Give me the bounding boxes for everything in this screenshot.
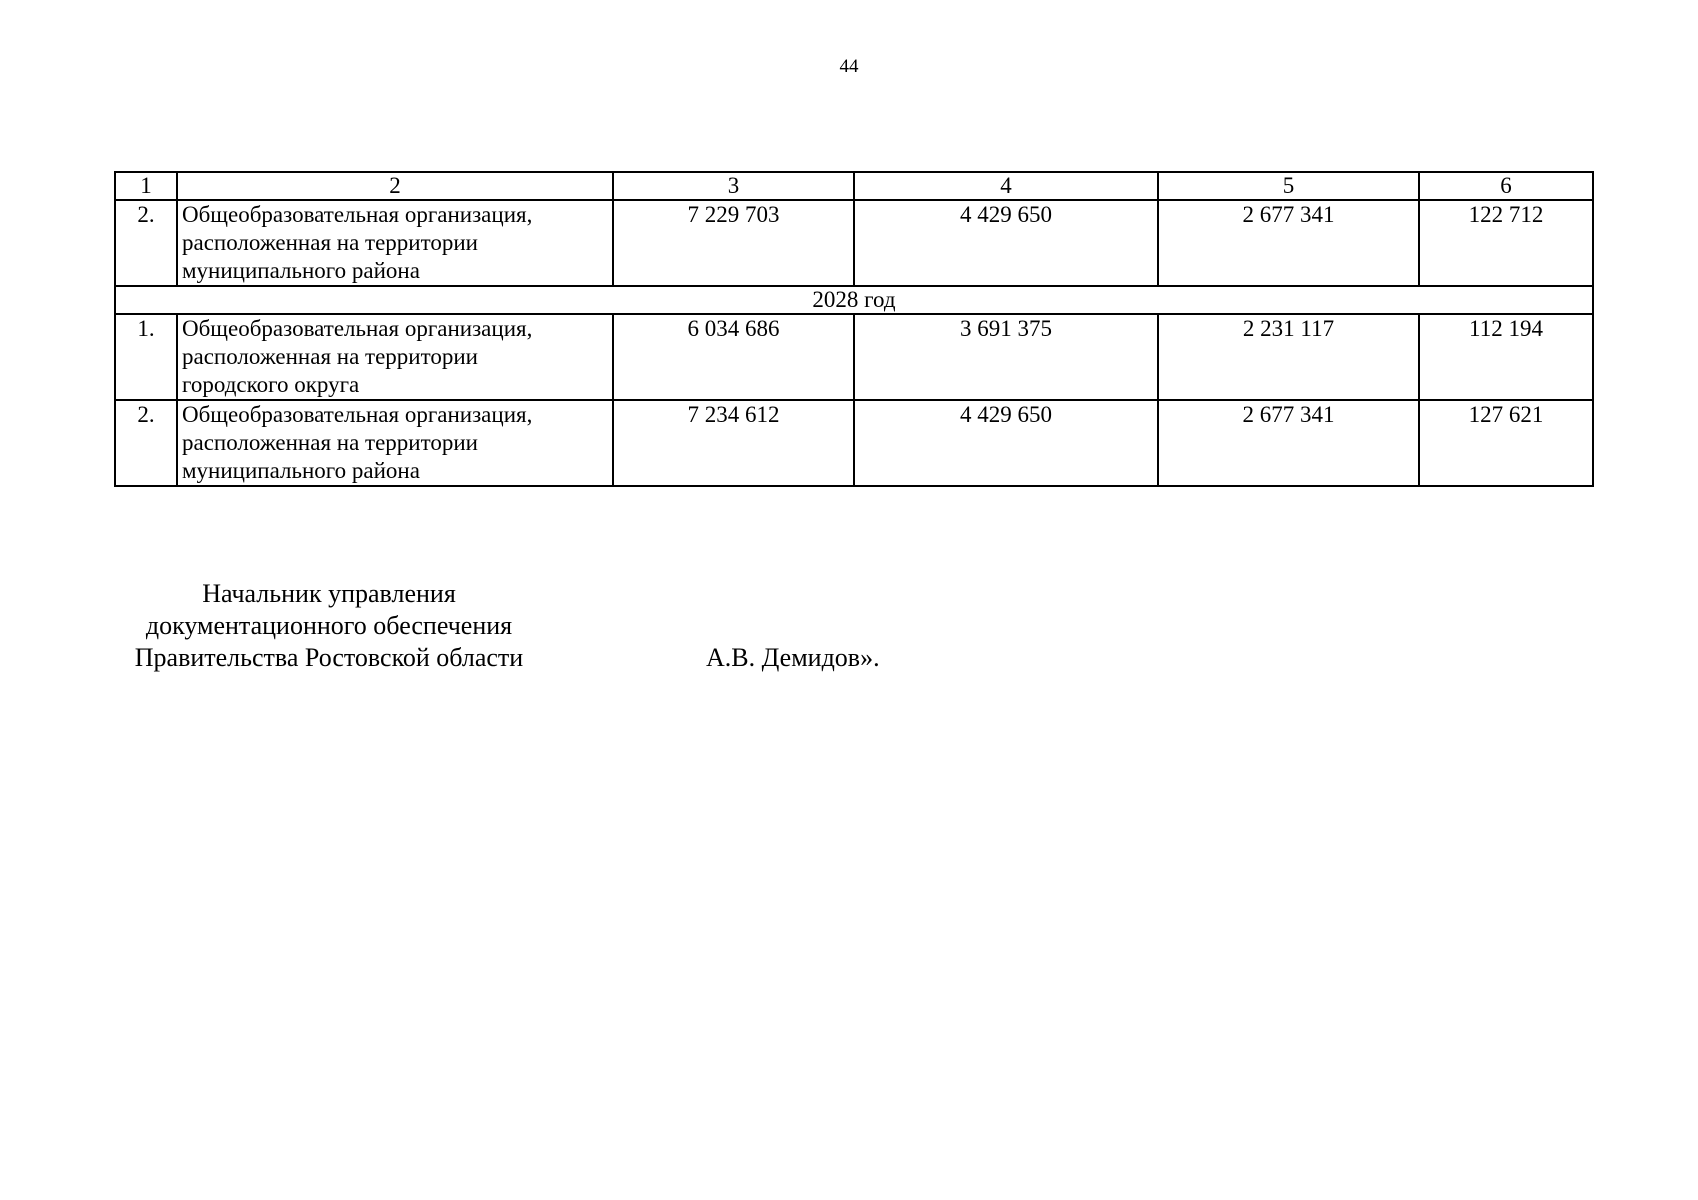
value-cell: 122 712 — [1419, 200, 1593, 286]
organization-name — [177, 314, 613, 400]
organization-name-line: муниципального района — [182, 458, 420, 483]
value-cell: 6 034 686 — [613, 314, 854, 400]
signature-block — [114, 578, 880, 674]
signatory-position-line: Правительства Ростовской области — [134, 643, 524, 672]
organization-name-line: расположенная на территории — [182, 230, 478, 255]
organization-name-line: муниципального района — [182, 258, 420, 283]
row-number: 2. — [115, 200, 177, 286]
value-cell: 2 677 341 — [1158, 200, 1419, 286]
value-cell: 4 429 650 — [854, 200, 1158, 286]
signatory-name: А.В. Демидов». — [706, 643, 880, 672]
value-cell: 2 677 341 — [1158, 400, 1419, 486]
year-label: 2028 год — [115, 286, 1593, 314]
value-cell: 7 234 612 — [613, 400, 854, 486]
value-cell: 7 229 703 — [613, 200, 854, 286]
column-number-header: 4 — [854, 172, 1158, 200]
row-number: 1. — [115, 314, 177, 400]
value-cell: 3 691 375 — [854, 314, 1158, 400]
signatory-position-line: Начальник управления — [202, 579, 456, 608]
column-number-header: 1 — [115, 172, 177, 200]
organization-name-line: расположенная на территории — [182, 344, 478, 369]
value-cell: 127 621 — [1419, 400, 1593, 486]
value-cell: 112 194 — [1419, 314, 1593, 400]
value-cell: 4 429 650 — [854, 400, 1158, 486]
organization-name — [177, 400, 613, 486]
table-row — [115, 200, 1593, 286]
signatory-position — [114, 578, 544, 674]
organization-name-line: Общеобразовательная организация, — [182, 402, 533, 427]
organization-name-line: Общеобразовательная организация, — [182, 202, 533, 227]
column-number-header: 3 — [613, 172, 854, 200]
organization-name-line: расположенная на территории — [182, 430, 478, 455]
table-header-row — [115, 172, 1593, 200]
organization-name-line: городского округа — [182, 372, 360, 397]
row-number: 2. — [115, 400, 177, 486]
year-section-row — [115, 286, 1593, 314]
organization-name-line: Общеобразовательная организация, — [182, 316, 533, 341]
funding-table — [114, 171, 1594, 487]
page-number: 44 — [839, 56, 859, 77]
table-row — [115, 314, 1593, 400]
value-cell: 2 231 117 — [1158, 314, 1419, 400]
organization-name — [177, 200, 613, 286]
column-number-header: 6 — [1419, 172, 1593, 200]
column-number-header: 2 — [177, 172, 613, 200]
signatory-position-line: документационного обеспечения — [145, 611, 513, 640]
column-number-header: 5 — [1158, 172, 1419, 200]
table-row — [115, 400, 1593, 486]
